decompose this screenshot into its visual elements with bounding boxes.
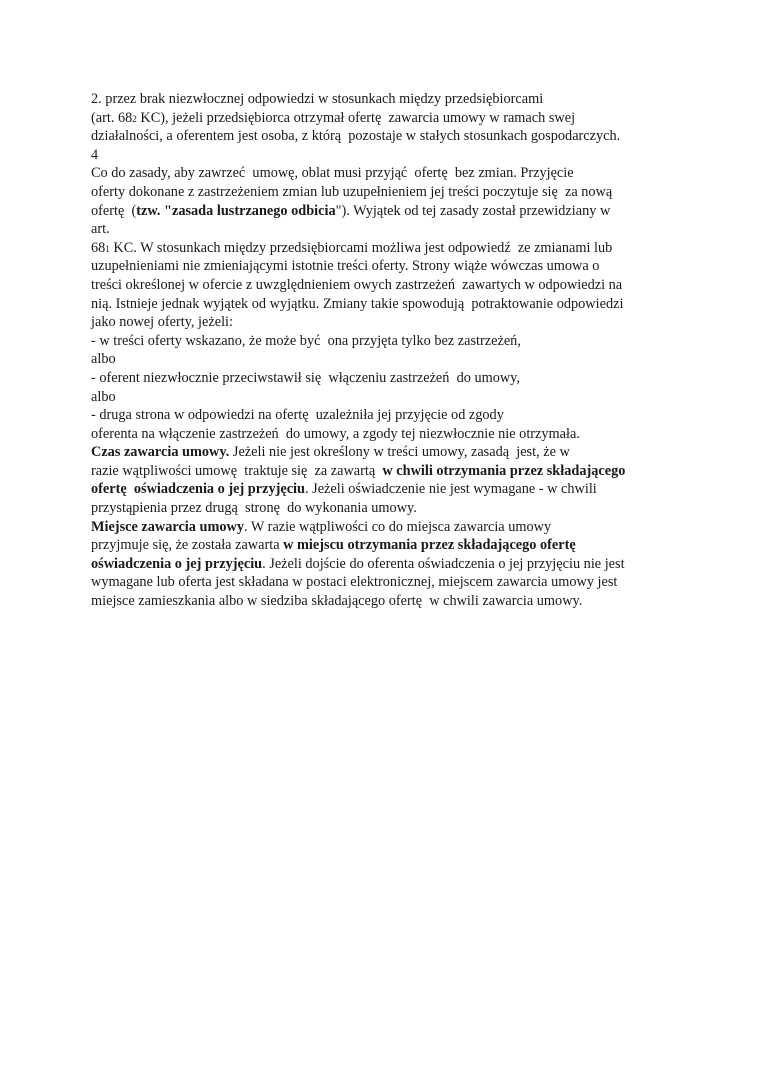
- text-line: [91, 499, 681, 518]
- text-line: [91, 443, 681, 462]
- bold-text-segment: tzw. "zasada lustrzanego odbicia: [136, 202, 336, 219]
- text-segment: oferenta na włączenie zastrzeżeń do umowy, a zgody tej niezwłocznie nie otrzymała.: [91, 425, 580, 442]
- text-segment: - druga strona w odpowiedzi na ofertę uzależniła jej przyjęcie od zgody: [91, 407, 504, 424]
- text-segment: KC), jeżeli przedsiębiorca otrzymał ofertę zawarcia umowy w ramach swej: [136, 109, 576, 126]
- text-line: [91, 369, 681, 388]
- text-segment: albo: [91, 351, 116, 368]
- text-segment: oferty dokonane z zastrzeżeniem zmian lub uzupełnieniem jej treści poczytuje się za nową: [91, 183, 613, 200]
- text-line: [91, 462, 681, 481]
- text-segment: albo: [91, 388, 116, 405]
- text-line: [91, 295, 681, 314]
- text-line: [91, 388, 681, 407]
- text-line: [91, 406, 681, 425]
- text-segment: miejsce zamieszkania albo w siedziba składającego ofertę w chwili zawarcia umowy.: [91, 593, 583, 610]
- text-line: [91, 350, 681, 369]
- text-line: [91, 313, 681, 332]
- text-segment: wymagane lub oferta jest składana w postaci elektronicznej, miejscem zawarcia umowy jest: [91, 574, 618, 591]
- bold-text-segment: Miejsce zawarcia umowy: [91, 518, 244, 535]
- text-segment: - w treści oferty wskazano, że może być ona przyjęta tylko bez zastrzeżeń,: [91, 332, 521, 349]
- bold-text-segment: w miejscu otrzymania przez składającego ofertę: [283, 537, 576, 554]
- text-segment: ofertę (: [91, 202, 137, 219]
- text-segment: art.: [91, 221, 110, 238]
- text-segment: działalności, a oferentem jest osoba, z którą pozostaje w stałych stosunkach gospodarczych.: [91, 128, 621, 145]
- text-line: [91, 127, 681, 146]
- text-line: [91, 164, 681, 183]
- text-segment: Co do zasady, aby zawrzeć umowę, oblat musi przyjąć ofertę bez zmian. Przyjęcie: [91, 165, 574, 182]
- text-segment: treści określonej w ofercie z uwzględnieniem owych zastrzeżeń zawartych w odpowiedzi na: [91, 276, 623, 293]
- text-segment: 68: [91, 239, 106, 256]
- text-segment: "). Wyjątek od tej zasady został przewidziany w: [335, 202, 611, 219]
- text-line: [91, 90, 681, 109]
- text-line: [91, 239, 681, 258]
- bold-text-segment: ofertę oświadczenia o jej przyjęciu: [91, 481, 305, 498]
- text-segment: przystąpienia przez drugą stronę do wykonania umowy.: [91, 500, 417, 517]
- text-segment: 2. przez brak niezwłocznej odpowiedzi w stosunkach między przedsiębiorcami: [91, 91, 544, 107]
- text-segment: 4: [91, 146, 99, 163]
- text-segment: - oferent niezwłocznie przeciwstawił się włączeniu zastrzeżeń do umowy,: [91, 369, 520, 386]
- text-segment: uzupełnieniami nie zmieniającymi istotnie treści oferty. Strony wiąże wówczas umowa o: [91, 258, 600, 275]
- text-line: [91, 332, 681, 351]
- text-line: [91, 220, 681, 239]
- text-segment: Jeżeli nie jest określony w treści umowy, zasadą jest, że w: [229, 444, 570, 461]
- text-line: [91, 536, 681, 555]
- subscript-segment: 1: [105, 243, 110, 254]
- text-segment: . Jeżeli dojście do oferenta oświadczenia o jej przyjęciu nie jest: [262, 555, 625, 572]
- text-segment: jako nowej oferty, jeżeli:: [91, 314, 233, 331]
- bold-text-segment: Czas zawarcia umowy.: [91, 444, 230, 461]
- text-line: [91, 276, 681, 295]
- text-line: [91, 257, 681, 276]
- text-segment: przyjmuje się, że została zawarta: [91, 537, 284, 554]
- text-segment: . Jeżeli oświadczenie nie jest wymagane - w chwili: [304, 481, 597, 498]
- text-segment: razie wątpliwości umowę traktuje się za zawartą: [91, 462, 383, 479]
- text-line: [91, 425, 681, 444]
- document-body-text: [91, 90, 681, 611]
- text-line: [91, 573, 681, 592]
- subscript-segment: 2: [132, 113, 137, 124]
- text-line: [91, 109, 681, 128]
- text-line: [91, 592, 681, 611]
- text-line: [91, 202, 681, 221]
- bold-text-segment: oświadczenia o jej przyjęciu: [91, 555, 263, 572]
- text-line: [91, 480, 681, 499]
- text-segment: nią. Istnieje jednak wyjątek od wyjątku. Zmiany takie spowodują potraktowanie odpowiedzi: [91, 295, 624, 312]
- text-line: [91, 555, 681, 574]
- text-line: [91, 518, 681, 537]
- text-line: [91, 183, 681, 202]
- text-segment: (art. 68: [91, 109, 133, 126]
- bold-text-segment: w chwili otrzymania przez składającego: [382, 462, 626, 479]
- text-segment: . W razie wątpliwości co do miejsca zawarcia umowy: [243, 518, 552, 535]
- text-line: [91, 146, 681, 165]
- text-segment: KC. W stosunkach między przedsiębiorcami możliwa jest odpowiedź ze zmianami lub: [109, 239, 613, 256]
